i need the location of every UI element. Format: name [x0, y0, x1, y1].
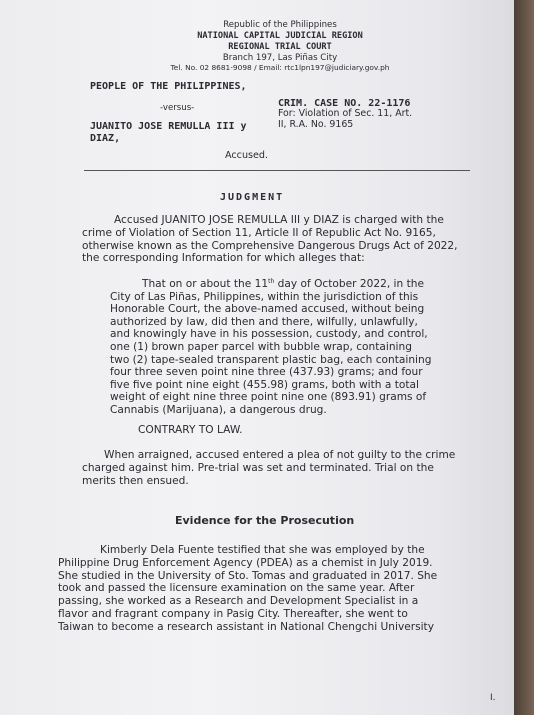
evidence-paragraph — [58, 544, 437, 634]
quote-line: authorized by law, did then and there, wilfully, unlawfully, — [110, 315, 418, 328]
quote-line: Honorable Court, the above-named accused, without being — [110, 303, 425, 316]
header-contact: Tel. No. 02 8681-9098 / Email: rtc1lpn197@judiciary.gov.ph — [170, 63, 390, 72]
intro-paragraph — [82, 214, 458, 265]
evidence-line: Philippine Drug Enforcement Agency (PDEA) as a chemist in July 2019. — [58, 556, 433, 569]
arraign-line: merits then ensued. — [82, 474, 189, 487]
quote-line: two (2) tape-sealed transparent plastic bag, each containing — [110, 353, 432, 366]
arraign-line: When arraigned, accused entered a plea of not guilty to the crime — [104, 449, 456, 461]
intro-line: crime of Violation of Section 11, Article II of Republic Act No. 9165, — [82, 226, 436, 239]
evidence-line: Kimberly Dela Fuente testified that she was employed by the — [100, 544, 425, 556]
arraignment-paragraph — [82, 449, 455, 487]
intro-line: Accused JUANITO JOSE REMULLA III y DIAZ is charged with the — [114, 214, 444, 226]
caption-divider — [84, 170, 470, 171]
plaintiff-name: PEOPLE OF THE PHILIPPINES, — [90, 81, 247, 92]
quote-line-first: That on or about the 11th day of October 2022, in the — [142, 278, 424, 290]
quote-line: weight of eight nine three point nine one (893.91) grams of — [110, 391, 427, 404]
evidence-heading: Evidence for the Prosecution — [175, 514, 355, 527]
violation-line-2: II, R.A. No. 9165 — [278, 119, 354, 130]
quote-line: four three seven point nine three (437.93) grams; and four — [110, 366, 423, 379]
header-region: NATIONAL CAPITAL JUDICIAL REGION — [197, 31, 363, 41]
header-republic: Republic of the Philippines — [223, 20, 337, 30]
header-court: REGIONAL TRIAL COURT — [228, 42, 332, 52]
intro-line: the corresponding Information for which alleges that: — [82, 252, 365, 265]
violation-line-1: For: Violation of Sec. 11, Art. — [278, 108, 413, 119]
accused-name-line-1: JUANITO JOSE REMULLA III y — [90, 121, 247, 132]
evidence-line: took and passed the licensure examination on the same year. After — [58, 582, 415, 595]
evidence-line: flavor and fragrant company in Pasig City. Thereafter, she went to — [58, 607, 408, 620]
versus-label: -versus- — [160, 103, 195, 113]
contrary-to-law: CONTRARY TO LAW. — [138, 424, 243, 436]
evidence-line: She studied in the University of Sto. Tomas and graduated in 2017. She — [58, 569, 438, 582]
background-table-edge — [514, 0, 534, 715]
quote-line: and knowingly have in his possession, custody, and control, — [110, 328, 428, 341]
footer-mark: I. — [490, 693, 496, 703]
quote-line: City of Las Piñas, Philippines, within the jurisdiction of this — [110, 290, 419, 303]
header-branch: Branch 197, Las Piñas City — [222, 53, 338, 63]
information-quote — [110, 276, 431, 417]
arraign-line: charged against him. Pre-trial was set and terminated. Trial on the — [82, 461, 434, 474]
evidence-line: Taiwan to become a research assistant in National Chengchi University — [58, 620, 434, 633]
intro-line: otherwise known as the Comprehensive Dangerous Drugs Act of 2022, — [82, 239, 458, 252]
quote-line: one (1) brown paper parcel with bubble wrap, containing — [110, 340, 412, 353]
quote-line: five five point nine eight (455.98) grams, both with a total — [110, 378, 419, 391]
case-number: CRIM. CASE NO. 22-1176 — [278, 98, 411, 109]
evidence-line: passing, she worked as a Research and Development Specialist in a — [58, 595, 419, 608]
judgment-title: JUDGMENT — [220, 192, 285, 203]
accused-label: Accused. — [225, 150, 269, 161]
quote-line: Cannabis (Marijuana), a dangerous drug. — [110, 403, 327, 416]
accused-name-line-2: DIAZ, — [90, 133, 121, 144]
